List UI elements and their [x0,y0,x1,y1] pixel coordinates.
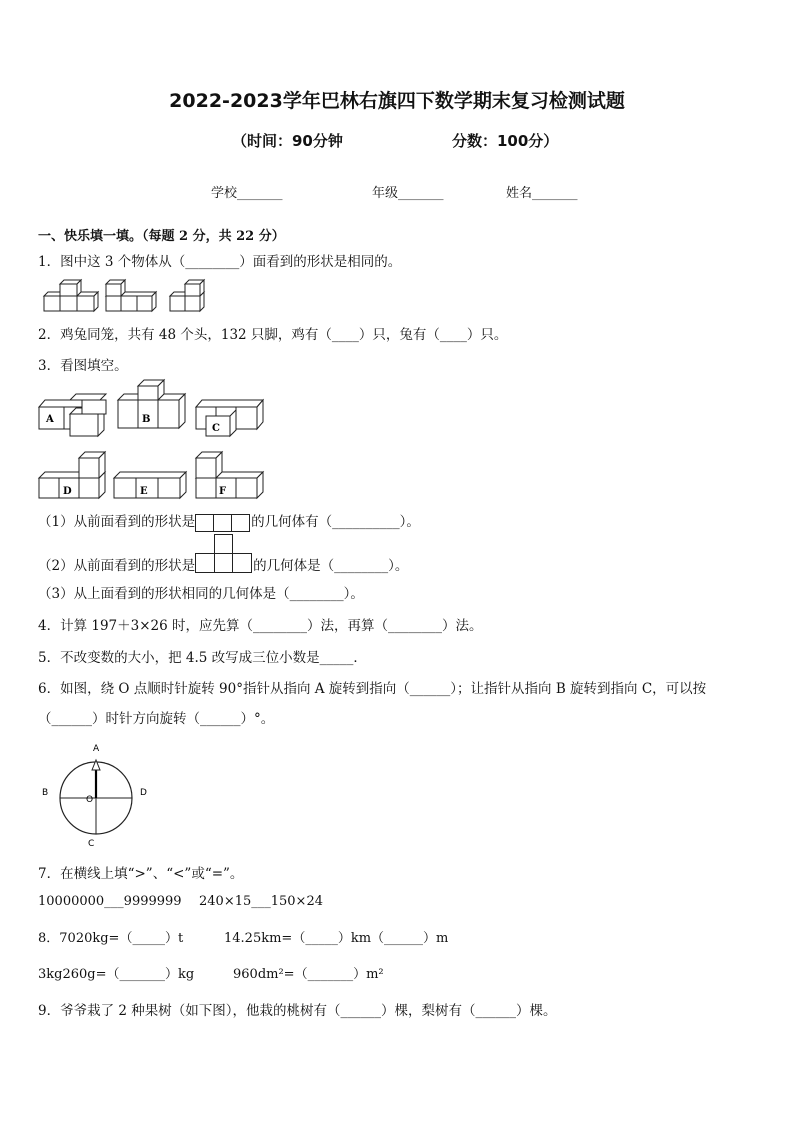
question-3: 3．看图填空。 [38,358,128,374]
solid-d [39,452,105,498]
compass-figure [38,742,158,848]
question-9: 9．爷爷栽了 2 种果树（如下图），他栽的桃树有（______）棵，梨树有（______）棵。 [38,1003,557,1019]
q3-1-prefix: （1）从前面看到的形状是 [38,514,196,530]
compass-label-a: A [93,744,100,754]
school-field: 学校_______ [211,186,283,201]
label-d: D [63,486,72,497]
solid-a [39,394,106,436]
question-6-line-2: （______）时针方向旋转（______）°。 [38,711,275,727]
question-4: 4．计算 197＋3×26 时，应先算（________）法，再算（________）法。 [38,618,483,634]
compass-label-b: B [42,788,49,798]
question-1: 1．图中这 3 个物体从（________）面看到的形状是相同的。 [38,254,402,270]
q8-item-c: 3kg260g=（_______）kg [38,967,195,982]
compass-label-o: O [86,795,94,805]
question-6-line-1: 6．如图，绕 O 点顺时针旋转 90°指针从指向 A 旋转到指向（______）；让指针从指向 B 旋转到指向 C，可以按 [38,681,707,697]
question-7: 7．在横线上填“>”、“<”或“=”。 [38,866,244,882]
question-3-2 [38,534,408,574]
solid-b [118,380,185,428]
question-5: 5．不改变数的大小，把 4.5 改写成三位小数是_____． [38,650,367,666]
compass-label-c: C [88,839,95,849]
name-field: 姓名_______ [506,186,578,201]
q3-2-prefix: （2）从前面看到的形状是 [38,557,196,574]
compass-label-d: D [140,788,147,798]
label-a: A [46,414,54,425]
label-f: F [219,486,227,497]
section-heading: 一、快乐填一填。（每题 2 分，共 22 分） [38,229,285,244]
q1-figure [40,280,210,314]
q1-object-3 [170,280,204,311]
q3-2-suffix: 的几何体是（________）。 [253,557,409,574]
page-title: 2022-2023学年巴林右旗四下数学期末复习检测试题 [169,90,625,112]
q3-figure [36,378,276,502]
q1-object-2 [106,280,156,311]
label-b: B [142,414,151,425]
question-3-1 [38,510,420,532]
grade-field: 年级_______ [372,186,444,201]
solid-e [114,472,186,498]
q8-item-b: 14.25km=（_____）km（______）m [224,931,449,946]
exam-score: 分数：100分） [452,132,559,150]
label-e: E [140,486,148,497]
solid-f [196,452,263,498]
t-shape-squares-icon [195,534,253,574]
solid-c [196,400,263,436]
question-2: 2．鸡兔同笼，共有 48 个头，132 只脚，鸡有（____）只，兔有（____）只。 [38,327,508,343]
label-c: C [212,423,220,434]
three-squares-icon [195,514,251,532]
q8-item-d: 960dm²=（_______）m² [233,967,384,982]
question-3-3: （3）从上面看到的形状相同的几何体是（________）。 [38,586,364,602]
q7-compare-b: 240×15___150×24 [199,894,323,909]
q8-item-a: 8．7020kg=（_____）t [38,931,184,946]
q1-object-1 [44,280,98,311]
exam-time: （时间：90分钟 [232,132,343,150]
q7-compare-a: 10000000___9999999 [38,894,182,909]
q3-1-suffix: 的几何体有（__________）。 [251,514,420,530]
